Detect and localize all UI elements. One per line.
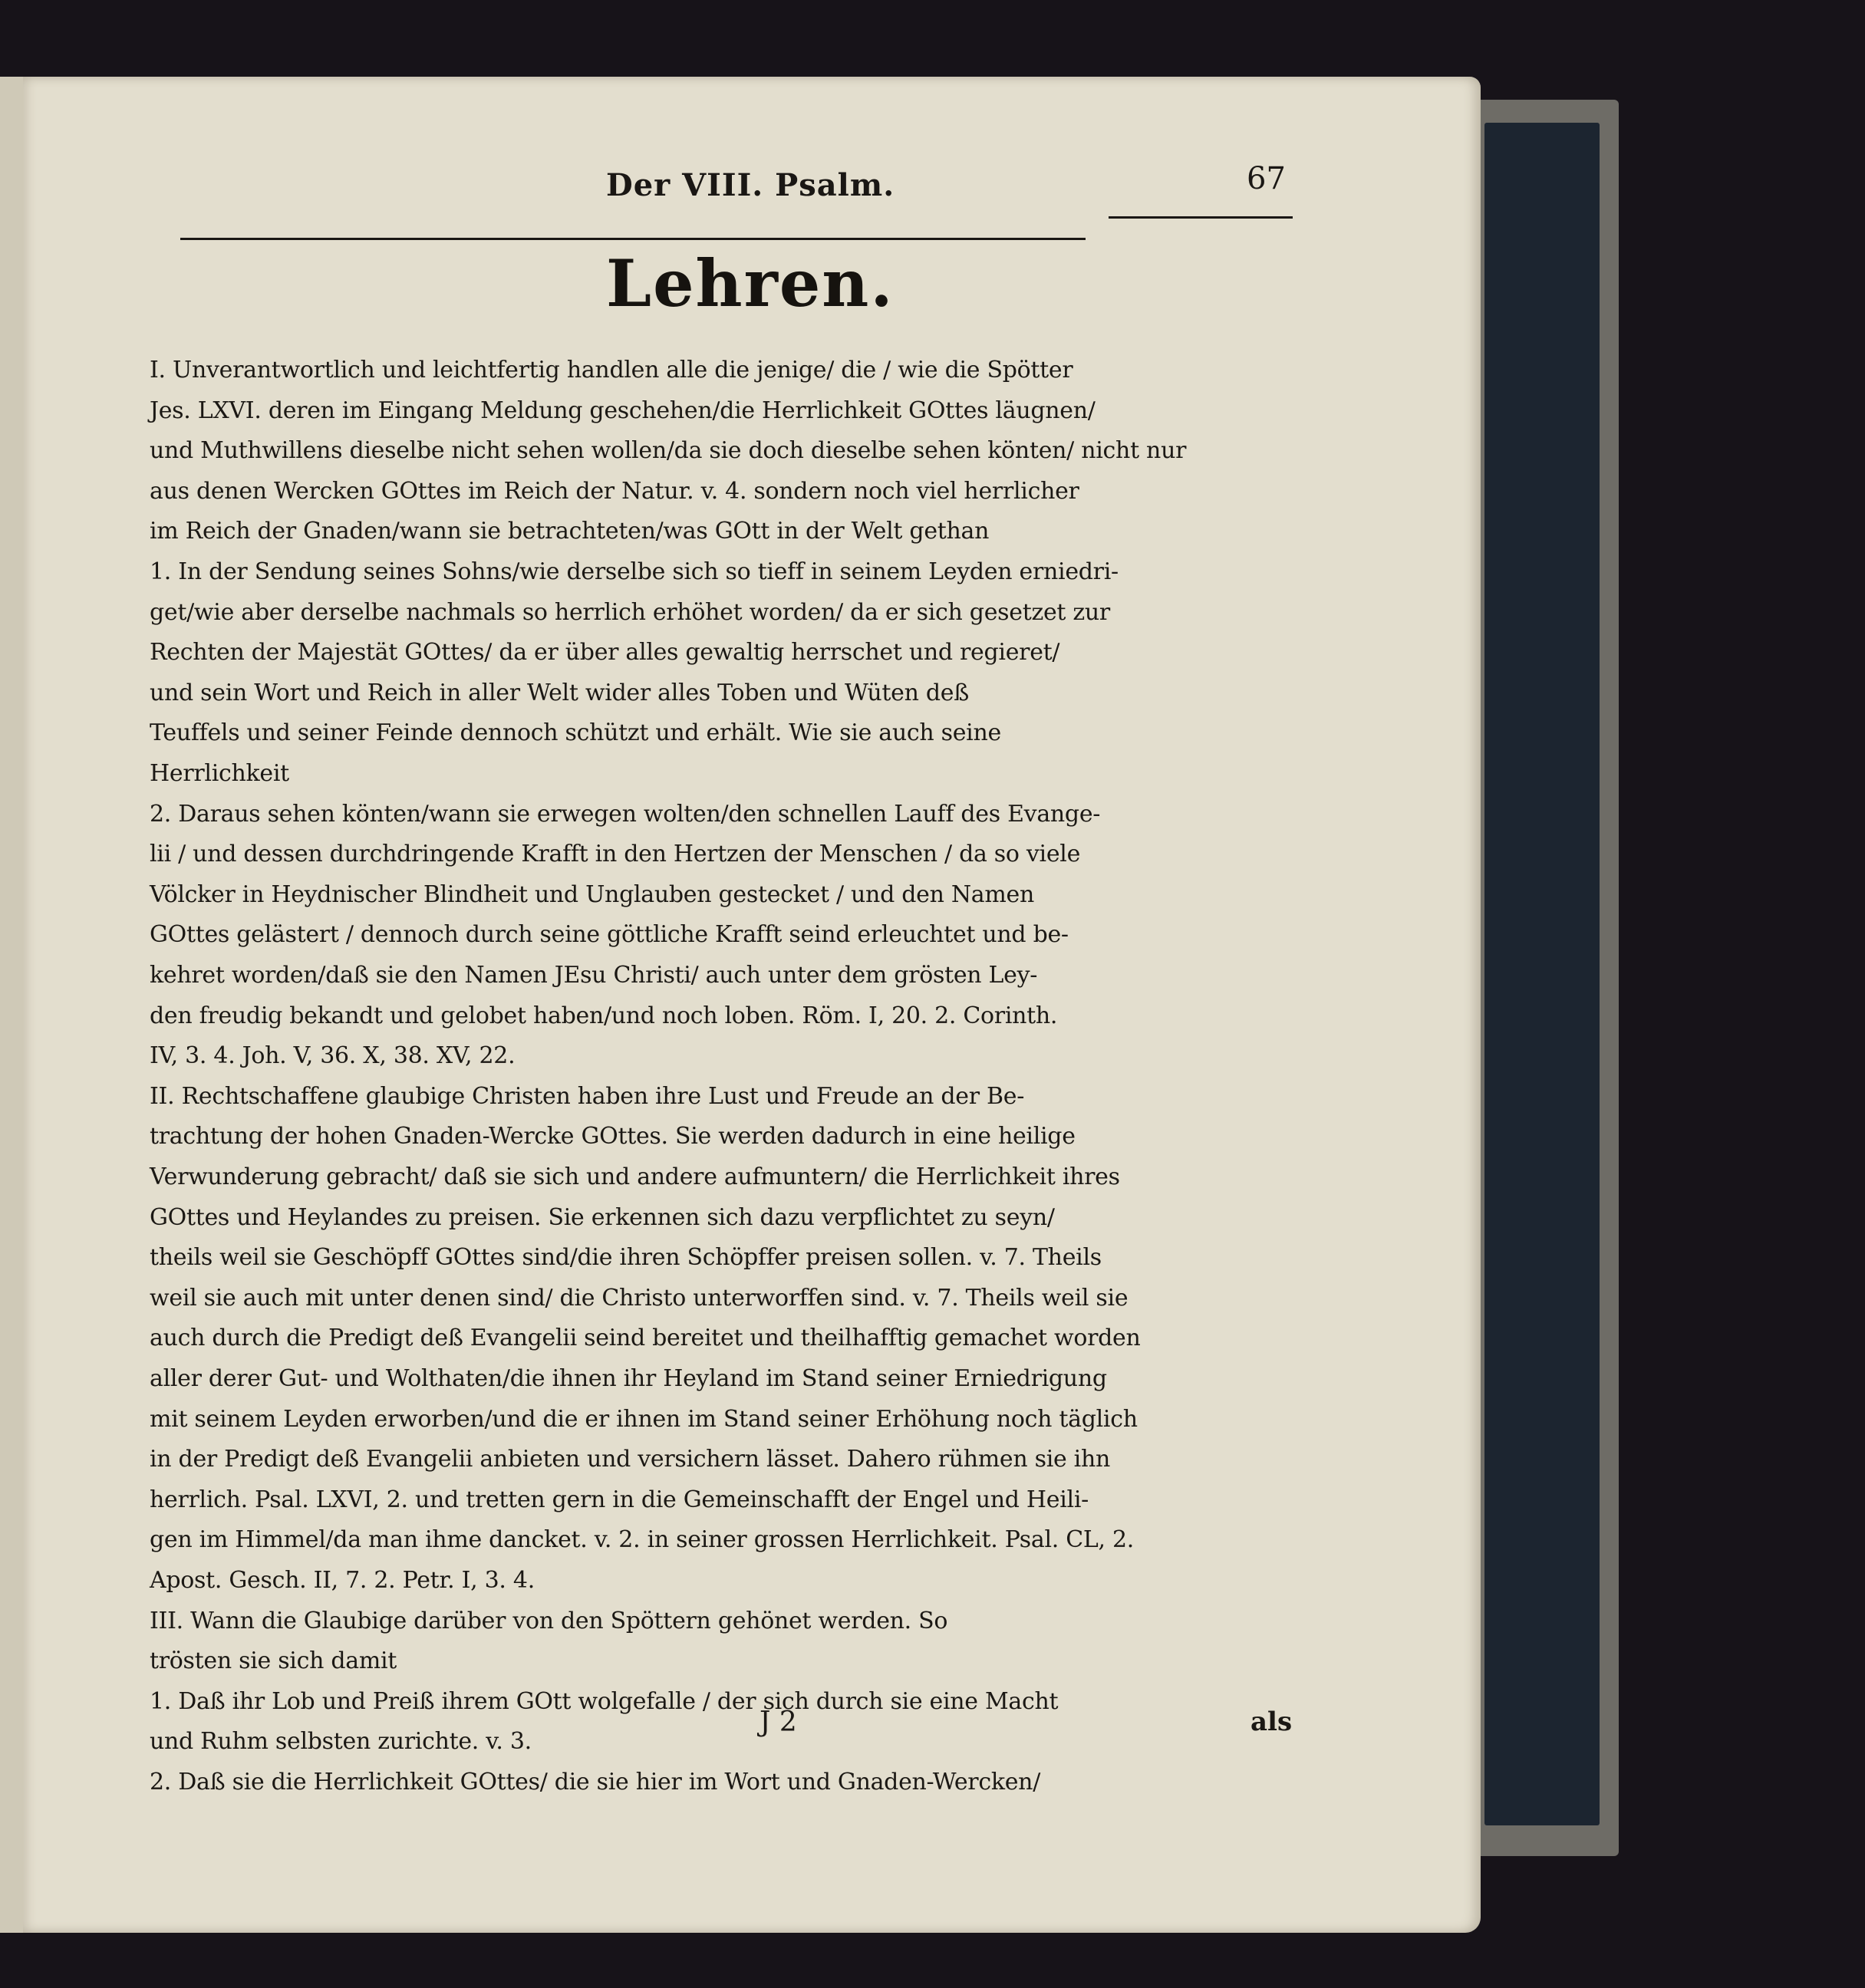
text-line: den freudig bekandt und gelobet haben/und noch loben. Röm. I, 20. 2. Corinth. [150, 1002, 1058, 1029]
text-line: GOttes gelästert / dennoch durch seine göttliche Krafft seind erleuchtet und be- [150, 921, 1069, 948]
text-line: Rechten der Majestät GOttes/ da er über alles gewaltig herrschet und regieret/ [150, 639, 1060, 666]
text-line: Teuffels und seiner Feinde dennoch schützt und erhält. Wie sie auch seine [150, 719, 1001, 746]
signature-mark: J 2 [760, 1707, 797, 1738]
text-line: Herrlichkeit [150, 760, 289, 787]
page-number: 67 [1247, 161, 1286, 196]
text-line: theils weil sie Geschöpff GOttes sind/die ihren Schöpffer preisen sollen. v. 7. Theils [150, 1244, 1102, 1271]
text-line: aller derer Gut- und Wolthaten/die ihnen ihr Heyland im Stand seiner Erniedrigung [150, 1365, 1107, 1392]
text-line: II. Rechtschaffene glaubige Christen haben ihre Lust und Freude an der Be- [150, 1083, 1025, 1110]
header-rule [180, 238, 1086, 240]
text-line: gen im Himmel/da man ihme dancket. v. 2. in seiner grossen Herrlichkeit. Psal. CL, 2. [150, 1526, 1134, 1553]
text-line: Jes. LXVI. deren im Eingang Meldung geschehen/die Herrlichkeit GOttes läugnen/ [150, 397, 1096, 424]
text-line: 1. Daß ihr Lob und Preiß ihrem GOtt wolgefalle / der sich durch sie eine Macht [150, 1688, 1059, 1715]
text-line: in der Predigt deß Evangelii anbieten und versichern lässet. Dahero rühmen sie ihn [150, 1446, 1111, 1473]
text-line: auch durch die Predigt deß Evangelii seind bereitet und theilhafftig gemachet worden [150, 1325, 1141, 1351]
running-title: Der VIII. Psalm. [606, 167, 895, 203]
text-line: get/wie aber derselbe nachmals so herrlich erhöhet worden/ da er sich gesetzet zur [150, 599, 1110, 626]
text-line: 2. Daraus sehen könten/wann sie erwegen wolten/den schnellen Lauff des Evange- [150, 801, 1101, 828]
section-title: Lehren. [606, 245, 895, 321]
text-line: trachtung der hohen Gnaden-Wercke GOttes. Sie werden dadurch in eine heilige [150, 1123, 1076, 1150]
text-line: im Reich der Gnaden/wann sie betrachteten/was GOtt in der Welt gethan [150, 518, 990, 545]
text-line: mit seinem Leyden erworben/und die er ihnen im Stand seiner Erhöhung noch täglich [150, 1406, 1138, 1433]
text-line: trösten sie sich damit [150, 1647, 397, 1674]
text-line: 2. Daß sie die Herrlichkeit GOttes/ die sie hier im Wort und Gnaden-Wercken/ [150, 1769, 1040, 1795]
text-line: lii / und dessen durchdringende Krafft in den Hertzen der Menschen / da so viele [150, 841, 1081, 867]
book-cover-edge [1484, 123, 1600, 1825]
text-line: III. Wann die Glaubige darüber von den Spöttern gehönet werden. So [150, 1608, 948, 1634]
text-line: I. Unverantwortlich und leichtfertig handlen alle die jenige/ die / wie die Spötter [150, 357, 1073, 383]
text-line: und Ruhm selbsten zurichte. v. 3. [150, 1728, 532, 1755]
text-line: GOttes und Heylandes zu preisen. Sie erkennen sich dazu verpflichtet zu seyn/ [150, 1204, 1055, 1231]
text-line: IV, 3. 4. Joh. V, 36. X, 38. XV, 22. [150, 1042, 516, 1069]
text-line: Völcker in Heydnischer Blindheit und Unglauben gestecket / und den Namen [150, 881, 1034, 908]
text-line: und sein Wort und Reich in aller Welt wider alles Toben und Wüten deß [150, 680, 969, 706]
header-rule-short [1109, 216, 1293, 219]
catchword: als [1250, 1707, 1293, 1737]
text-line: und Muthwillens dieselbe nicht sehen wollen/da sie doch dieselbe sehen könten/ nicht nur [150, 437, 1187, 464]
text-line: aus denen Wercken GOttes im Reich der Natur. v. 4. sondern noch viel herrlicher [150, 478, 1079, 505]
text-line: 1. In der Sendung seines Sohns/wie derselbe sich so tieff in seinem Leyden erniedri- [150, 558, 1119, 585]
text-line: Apost. Gesch. II, 7. 2. Petr. I, 3. 4. [150, 1567, 535, 1594]
text-line: kehret worden/daß sie den Namen JEsu Christi/ auch unter dem grösten Ley- [150, 962, 1038, 989]
text-line: weil sie auch mit unter denen sind/ die Christo unterworffen sind. v. 7. Theils weil sie [150, 1285, 1129, 1312]
text-line: herrlich. Psal. LXVI, 2. und tretten gern in die Gemeinschafft der Engel und Heili- [150, 1486, 1089, 1513]
text-line: Verwunderung gebracht/ daß sie sich und andere aufmuntern/ die Herrlichkeit ihres [150, 1164, 1120, 1190]
